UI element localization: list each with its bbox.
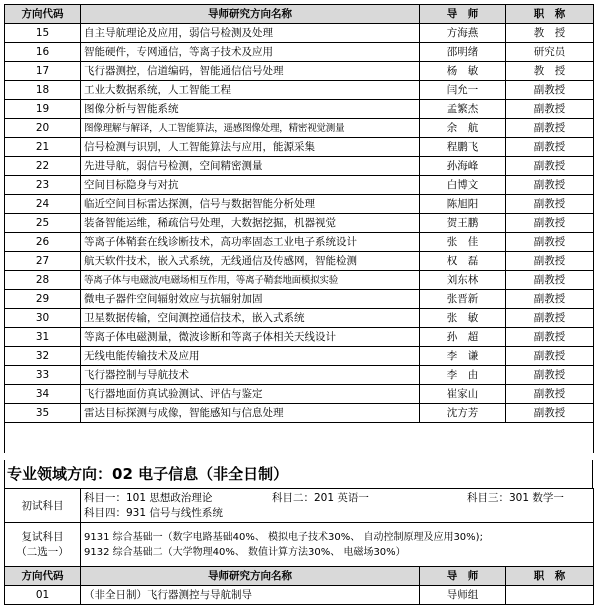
row-title: 副教授 <box>506 271 594 290</box>
row-direction-name: 飞行器地面仿真试验测试、评估与鉴定 <box>81 385 420 404</box>
row-advisor: 白博文 <box>420 176 506 195</box>
retest-label-line-2: （二选一） <box>16 545 69 558</box>
row-code: 35 <box>5 404 81 423</box>
initial-exam-subjects <box>81 489 594 523</box>
row-title: 副教授 <box>506 214 594 233</box>
row-direction-name: 信号检测与识别，人工智能算法与应用，能源采集 <box>81 138 420 157</box>
header-code: 方向代码 <box>5 5 81 24</box>
retest-exam-row <box>5 523 594 567</box>
row-code: 17 <box>5 62 81 81</box>
row-title: 副教授 <box>506 252 594 271</box>
retest-exam-subjects <box>81 523 594 567</box>
table-row <box>5 271 594 290</box>
row-direction-name: 卫星数据传输，空间测控通信技术，嵌入式系统 <box>81 309 420 328</box>
row-title: 副教授 <box>506 138 594 157</box>
row-direction-name: 等离子体与电磁波/电磁场相互作用，等离子鞘套地面模拟实验 <box>81 271 420 290</box>
row-direction-name: 图像理解与解译，人工智能算法，遥感图像处理，精密视觉测量 <box>81 119 420 138</box>
header-title: 职 称 <box>506 5 594 24</box>
tail-header-advisor: 导 师 <box>420 567 506 586</box>
row-title: 副教授 <box>506 119 594 138</box>
table-row <box>5 157 594 176</box>
table-row <box>5 328 594 347</box>
initial-exam-label: 初试科目 <box>5 489 81 523</box>
row-code: 22 <box>5 157 81 176</box>
table-row <box>5 138 594 157</box>
row-code: 31 <box>5 328 81 347</box>
spacer-row <box>5 423 594 454</box>
row-code: 30 <box>5 309 81 328</box>
table-row <box>5 404 594 423</box>
row-advisor: 刘东林 <box>420 271 506 290</box>
table-row <box>5 100 594 119</box>
row-direction-name: 等离子体鞘套在线诊断技术，高功率固态工业电子系统设计 <box>81 233 420 252</box>
retest-exam-label <box>5 523 81 567</box>
row-advisor: 杨 敏 <box>420 62 506 81</box>
initial-subject-1: 科目一：101 思想政治理论 <box>84 491 213 504</box>
tail-row-name: （非全日制）飞行器测控与导航制导 <box>81 586 420 605</box>
tail-row-code: 01 <box>5 586 81 605</box>
row-code: 18 <box>5 81 81 100</box>
row-advisor: 孙海峰 <box>420 157 506 176</box>
row-code: 16 <box>5 43 81 62</box>
row-title: 副教授 <box>506 81 594 100</box>
row-code: 23 <box>5 176 81 195</box>
row-title: 研究员 <box>506 43 594 62</box>
row-advisor: 李 谦 <box>420 347 506 366</box>
row-title: 副教授 <box>506 290 594 309</box>
row-direction-name: 自主导航理论及应用，弱信号检测及处理 <box>81 24 420 43</box>
table-row <box>5 81 594 100</box>
table-row <box>5 290 594 309</box>
exam-subjects <box>4 488 593 567</box>
row-title: 副教授 <box>506 328 594 347</box>
row-direction-name: 工业大数据系统，人工智能工程 <box>81 81 420 100</box>
tail-row <box>5 586 594 605</box>
row-title: 副教授 <box>506 404 594 423</box>
initial-subject-3: 科目三：301 数学一 <box>467 491 564 504</box>
initial-subject-2: 科目二：201 英语一 <box>272 491 369 504</box>
row-advisor: 崔家山 <box>420 385 506 404</box>
row-advisor: 邵明绪 <box>420 43 506 62</box>
row-title: 副教授 <box>506 309 594 328</box>
row-advisor: 沈方芳 <box>420 404 506 423</box>
row-code: 34 <box>5 385 81 404</box>
table-row <box>5 233 594 252</box>
tail-header-row <box>5 567 594 586</box>
row-direction-name: 空间目标隐身与对抗 <box>81 176 420 195</box>
row-direction-name: 无线电能传输技术及应用 <box>81 347 420 366</box>
row-direction-name: 雷达目标探测与成像，智能感知与信息处理 <box>81 404 420 423</box>
row-direction-name: 微电子器件空间辐射效应与抗辐射加固 <box>81 290 420 309</box>
row-advisor: 权 磊 <box>420 252 506 271</box>
row-code: 19 <box>5 100 81 119</box>
retest-subject-1: 9131 综合基础一（数字电路基础40%、 模拟电子技术30%、 自动控制原理及应用30%); <box>84 531 483 543</box>
row-code: 21 <box>5 138 81 157</box>
row-code: 29 <box>5 290 81 309</box>
row-direction-name: 等离子体电磁测量，微波诊断和等离子体相关天线设计 <box>81 328 420 347</box>
table-row <box>5 252 594 271</box>
row-code: 33 <box>5 366 81 385</box>
row-direction-name: 飞行器控制与导航技术 <box>81 366 420 385</box>
table-row <box>5 385 594 404</box>
header-advisor: 导 师 <box>420 5 506 24</box>
row-title: 副教授 <box>506 176 594 195</box>
table-row <box>5 214 594 233</box>
tail-header-name: 导师研究方向名称 <box>81 567 420 586</box>
tail-row-title <box>506 586 594 605</box>
row-advisor: 余 航 <box>420 119 506 138</box>
row-code: 27 <box>5 252 81 271</box>
table-row <box>5 366 594 385</box>
row-direction-name: 装备智能运维，稀疏信号处理，大数据挖掘，机器视觉 <box>81 214 420 233</box>
row-code: 26 <box>5 233 81 252</box>
row-code: 32 <box>5 347 81 366</box>
table-header-row <box>5 5 594 24</box>
row-title: 副教授 <box>506 347 594 366</box>
row-direction-name: 图像分析与智能系统 <box>81 100 420 119</box>
row-direction-name: 临近空间目标雷达探测，信号与数据智能分析处理 <box>81 195 420 214</box>
row-advisor: 闫允一 <box>420 81 506 100</box>
row-code: 28 <box>5 271 81 290</box>
row-direction-name: 航天软件技术，嵌入式系统，无线通信及传感网，智能检测 <box>81 252 420 271</box>
tail-header-code: 方向代码 <box>5 567 81 586</box>
row-code: 20 <box>5 119 81 138</box>
table-row <box>5 195 594 214</box>
advisor-table <box>4 4 593 453</box>
tail-header-title: 职 称 <box>506 567 594 586</box>
row-title: 副教授 <box>506 157 594 176</box>
row-title: 副教授 <box>506 233 594 252</box>
row-advisor: 孙 超 <box>420 328 506 347</box>
section-title: 专业领域方向：02 电子信息（非全日制） <box>4 460 593 488</box>
row-advisor: 张 敏 <box>420 309 506 328</box>
row-advisor: 程鹏飞 <box>420 138 506 157</box>
row-title: 副教授 <box>506 100 594 119</box>
row-advisor: 陈旭阳 <box>420 195 506 214</box>
table-row <box>5 43 594 62</box>
row-title: 副教授 <box>506 385 594 404</box>
retest-label-line-1: 复试科目 <box>21 530 64 543</box>
row-code: 15 <box>5 24 81 43</box>
table-row <box>5 24 594 43</box>
header-name: 导师研究方向名称 <box>81 5 420 24</box>
row-direction-name: 先进导航，弱信号检测，空间精密测量 <box>81 157 420 176</box>
row-advisor: 方海燕 <box>420 24 506 43</box>
table-row <box>5 347 594 366</box>
row-direction-name: 智能硬件，专网通信，等离子技术及应用 <box>81 43 420 62</box>
row-advisor: 贺王鹏 <box>420 214 506 233</box>
row-direction-name: 飞行器测控，信道编码，智能通信信号处理 <box>81 62 420 81</box>
row-advisor: 张晋新 <box>420 290 506 309</box>
row-title: 副教授 <box>506 366 594 385</box>
table-row <box>5 176 594 195</box>
table-row <box>5 309 594 328</box>
initial-subject-4: 科目四：931 信号与线性系统 <box>84 506 223 519</box>
tail-table <box>4 566 593 605</box>
row-advisor: 张 佳 <box>420 233 506 252</box>
retest-subject-2: 9132 综合基础二（大学物理40%、 数值计算方法30%、 电磁场30%） <box>84 546 406 558</box>
table-row <box>5 62 594 81</box>
row-advisor: 孟繁杰 <box>420 100 506 119</box>
initial-exam-row <box>5 489 594 523</box>
row-code: 24 <box>5 195 81 214</box>
row-title: 教 授 <box>506 24 594 43</box>
row-title: 副教授 <box>506 195 594 214</box>
table-row <box>5 119 594 138</box>
tail-row-advisor: 导师组 <box>420 586 506 605</box>
row-code: 25 <box>5 214 81 233</box>
row-advisor: 李 由 <box>420 366 506 385</box>
row-title: 教 授 <box>506 62 594 81</box>
